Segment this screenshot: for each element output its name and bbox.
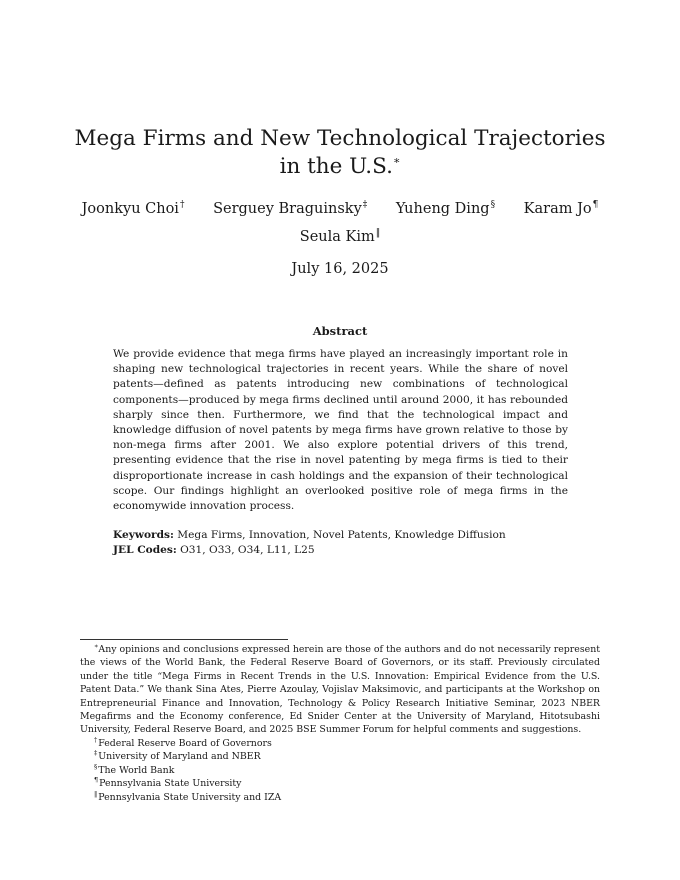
abstract-heading: Abstract — [312, 324, 368, 338]
author-jo — [524, 199, 599, 219]
title-footnote-mark: ∗ — [392, 154, 401, 167]
footnote-rule — [80, 639, 288, 640]
affiliation-mark: § — [94, 762, 98, 771]
author-mark: ‖ — [375, 228, 381, 238]
affiliation-mark: ‖ — [94, 789, 98, 798]
author-name: Serguey Braguinsky — [213, 201, 362, 217]
authors-row-2 — [0, 227, 680, 247]
author-mark: § — [490, 200, 496, 210]
author-mark: ‡ — [362, 200, 368, 210]
affiliation-text: The World Bank — [98, 764, 175, 776]
affiliation-braguinsky — [94, 750, 594, 763]
affiliation-text: Pennsylvania State University — [99, 778, 242, 790]
author-choi — [82, 199, 185, 219]
title-line-1: Mega Firms and New Technological Trajectories — [74, 126, 606, 151]
authors-row-1 — [0, 199, 680, 219]
paper-date: July 16, 2025 — [291, 261, 389, 277]
title-line-2-text: in the U.S. — [279, 154, 393, 179]
keywords-line — [113, 528, 568, 543]
keywords-label: Keywords: — [113, 529, 174, 541]
keywords-value: Mega Firms, Innovation, Novel Patents, Knowledge Diffusion — [177, 529, 506, 541]
author-kim — [300, 227, 380, 247]
paper-title — [0, 125, 680, 181]
affiliation-choi — [94, 737, 594, 750]
author-name: Joonkyu Choi — [81, 201, 179, 217]
jel-codes-line — [113, 543, 568, 558]
jel-codes-label: JEL Codes: — [113, 544, 177, 557]
author-name: Seula Kim — [299, 229, 375, 245]
affiliation-ding — [94, 764, 594, 777]
jel-codes-value: O31, O33, O34, L11, L25 — [180, 544, 315, 557]
author-name: Karam Jo — [523, 201, 592, 217]
title-line-2 — [0, 153, 680, 181]
affiliation-mark: ‡ — [94, 749, 98, 758]
acknowledgement-footnote — [80, 643, 600, 737]
affiliation-mark: † — [94, 736, 98, 744]
footnote-text: Any opinions and conclusions expressed herein are those of the authors and do not necessarily represent the views of the World Bank, the Federal Reserve Board of Governors, or its staff. Previously circulated under the title “Mega Firms in Recent Trends in the U.S. Innovation: Empirical Evidence from the U.S. Patent Data.” We thank Sina Ates, Pierre Azoulay, Vojislav Maksimovic, and participants at the Workshop on Entrepreneurial Finance and Innovation, Technology & Policy Research Initiative Seminar, 2023 NBER Megafirms and the Economy conference, Ed Snider Center at the University of Maryland, Hitotsubashi University, Federal Reserve Board, and 2025 BSE Summer Forum for helpful comments and suggestions. — [80, 644, 600, 736]
abstract-text: We provide evidence that mega firms have played an increasingly important role in shaping new technological trajectories in recent years. While the share of novel patents—defined as patents introducing new combinations of technological components—produced by mega firms declined until around 2000, it has rebounded sharply since then. Furthermore, we find that the technological impact and knowledge diffusion of novel patents by mega firms have grown relative to those by non-mega firms after 2001. We also explore potential drivers of this trend, presenting evidence that the rise in novel patenting by mega firms is tied to their disproportionate increase in cash holdings and the expansion of their technological scope. Our findings highlight an overlooked positive role of mega firms in the economywide innovation process. — [113, 348, 568, 513]
author-name: Yuheng Ding — [395, 201, 490, 217]
keywords-block — [113, 528, 568, 558]
affiliation-mark: ¶ — [94, 776, 99, 785]
affiliation-text: Pennsylvania State University and IZA — [98, 791, 282, 803]
author-braguinsky — [213, 199, 367, 219]
author-mark: † — [179, 200, 185, 210]
affiliation-jo — [94, 777, 594, 790]
affiliation-kim — [94, 791, 594, 804]
author-mark: ¶ — [592, 200, 599, 210]
affiliation-footnotes — [94, 737, 594, 804]
footnote-mark: ∗ — [94, 642, 99, 650]
author-ding — [396, 199, 495, 219]
affiliation-text: Federal Reserve Board of Governors — [98, 738, 272, 749]
affiliation-text: University of Maryland and NBER — [98, 751, 261, 763]
